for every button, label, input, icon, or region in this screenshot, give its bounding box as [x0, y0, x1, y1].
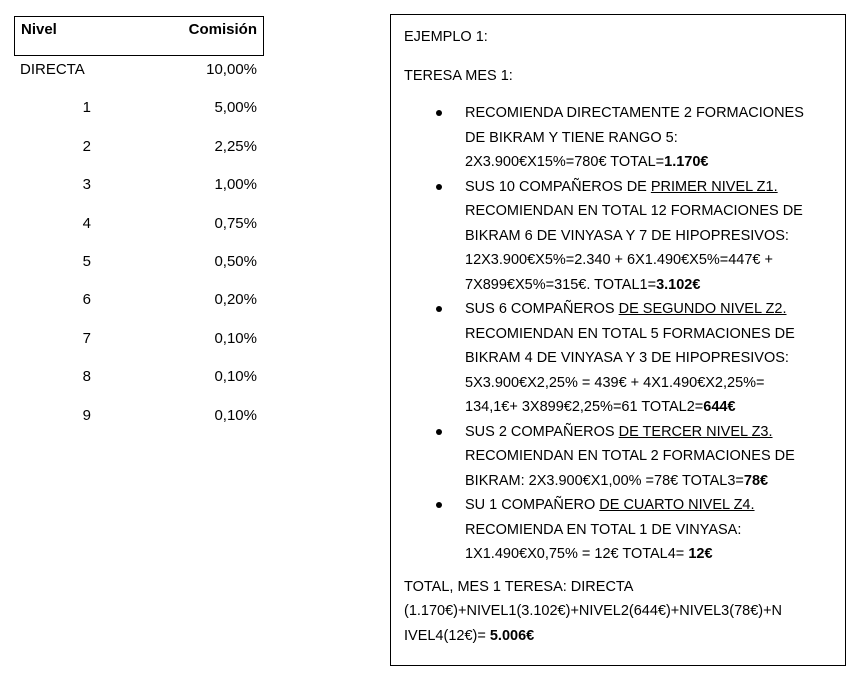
total-line: (1.170€)+NIVEL1(3.102€)+NIVEL2(644€)+NIVEL3(78€)+N [404, 603, 783, 619]
example-subtitle: TERESA MES 1: [404, 67, 513, 84]
row-rate: 5,00% [214, 99, 257, 117]
row-level: 7 [82, 329, 91, 347]
list-item [404, 101, 835, 175]
level-heading: PRIMER NIVEL Z1. [650, 178, 778, 195]
list-item [404, 420, 835, 494]
header-level: Nivel [21, 21, 57, 38]
bullet-total: 78€ [743, 472, 769, 489]
bullet-total: 1.170€ [664, 154, 709, 170]
bullet-text: SUS 2 COMPAÑEROS [465, 423, 619, 440]
bullet-line: DE BIKRAM Y TIENE RANGO 5: [465, 129, 678, 146]
bullet-icon [436, 184, 442, 190]
bullet-line: 12X3.900€X5%=2.340 + 6X1.490€X5%=447€ + [465, 252, 773, 268]
commission-table [14, 16, 264, 440]
list-item [404, 175, 835, 298]
row-rate: 10,00% [206, 61, 257, 78]
bullet-text: 7X899€X5%=315€. TOTAL1= [465, 276, 657, 293]
total-value: 5.006€ [489, 627, 535, 644]
row-level: 4 [82, 214, 91, 232]
bullet-text: BIKRAM: 2X3.900€X1,00% =78€ TOTAL3= [465, 472, 744, 489]
table-header [14, 16, 264, 56]
bullet-line: 5X3.900€X2,25% = 439€ + 4X1.490€X2,25%= [465, 374, 765, 391]
row-level: 5 [82, 252, 91, 270]
table-row [14, 286, 264, 324]
bullet-icon [436, 110, 442, 116]
bullet-line [465, 542, 835, 567]
row-rate: 0,75% [214, 214, 257, 232]
bullet-text: SUS 10 COMPAÑEROS DE [465, 178, 651, 195]
table-row [14, 133, 264, 171]
bullet-line: BIKRAM 6 DE VINYASA Y 7 DE HIPOPRESIVOS: [465, 227, 789, 244]
header-commission: Comisión [188, 21, 257, 38]
table-row [14, 56, 264, 94]
level-heading: DE TERCER NIVEL Z3. [618, 423, 773, 440]
bullet-line: RECOMIENDAN EN TOTAL 12 FORMACIONES DE [465, 203, 803, 219]
list-item [404, 297, 835, 420]
row-rate: 0,10% [214, 406, 257, 424]
list-item [404, 493, 835, 567]
table-row [14, 210, 264, 248]
row-rate: 1,00% [214, 176, 257, 194]
level-heading: DE SEGUNDO NIVEL Z2. [618, 301, 787, 317]
bullet-line: BIKRAM 4 DE VINYASA Y 3 DE HIPOPRESIVOS: [465, 350, 789, 366]
table-row [14, 363, 264, 401]
bullet-icon [436, 429, 442, 435]
row-level: 2 [82, 137, 91, 155]
row-level: 9 [82, 406, 91, 424]
row-rate: 0,10% [214, 329, 257, 347]
bullet-line [465, 493, 835, 518]
bullet-line [465, 469, 835, 494]
row-level: 8 [82, 368, 91, 386]
bullet-total: 644€ [703, 399, 736, 415]
bullet-text: SUS 6 COMPAÑEROS [465, 301, 619, 317]
level-heading: DE CUARTO NIVEL Z4. [599, 497, 755, 513]
row-rate: 2,25% [214, 137, 257, 155]
bullet-text: SU 1 COMPAÑERO [465, 497, 600, 513]
bullet-line [465, 150, 835, 175]
row-rate: 0,10% [214, 368, 257, 386]
example-title: EJEMPLO 1: [404, 29, 488, 45]
bullet-line: RECOMIENDAN EN TOTAL 2 FORMACIONES DE [465, 448, 795, 464]
total-text: IVEL4(12€)= [404, 627, 490, 644]
table-row [14, 171, 264, 209]
total-line [404, 624, 835, 649]
example-box [390, 14, 846, 666]
row-rate: 0,50% [214, 252, 257, 270]
bullet-line [465, 175, 835, 200]
row-level: 3 [82, 176, 91, 194]
table-row [14, 248, 264, 286]
bullet-line [465, 297, 835, 322]
example-bullet-list [404, 101, 835, 567]
row-level: DIRECTA [20, 61, 85, 78]
bullet-text: 134,1€+ 3X899€2,25%=61 TOTAL2= [465, 399, 704, 415]
bullet-text: 2X3.900€X15%=780€ TOTAL= [465, 154, 665, 170]
row-rate: 0,20% [214, 291, 257, 309]
bullet-total: 12€ [688, 546, 713, 562]
bullet-line [465, 395, 835, 420]
row-level: 1 [82, 99, 91, 117]
table-row [14, 94, 264, 132]
grand-total [404, 575, 835, 649]
bullet-total: 3.102€ [656, 276, 701, 293]
total-line: TOTAL, MES 1 TERESA: DIRECTA [404, 578, 634, 595]
bullet-line [465, 273, 835, 298]
bullet-line: RECOMIENDA EN TOTAL 1 DE VINYASA: [465, 521, 742, 538]
bullet-icon [436, 502, 442, 508]
bullet-text: 1X1.490€X0,75% = 12€ TOTAL4= [465, 546, 689, 562]
bullet-line: RECOMIENDA DIRECTAMENTE 2 FORMACIONES [465, 105, 804, 121]
row-level: 6 [82, 291, 91, 309]
bullet-line [465, 420, 835, 445]
bullet-icon [436, 306, 442, 312]
bullet-line: RECOMIENDAN EN TOTAL 5 FORMACIONES DE [465, 325, 795, 342]
table-row [14, 402, 264, 440]
table-row [14, 325, 264, 363]
